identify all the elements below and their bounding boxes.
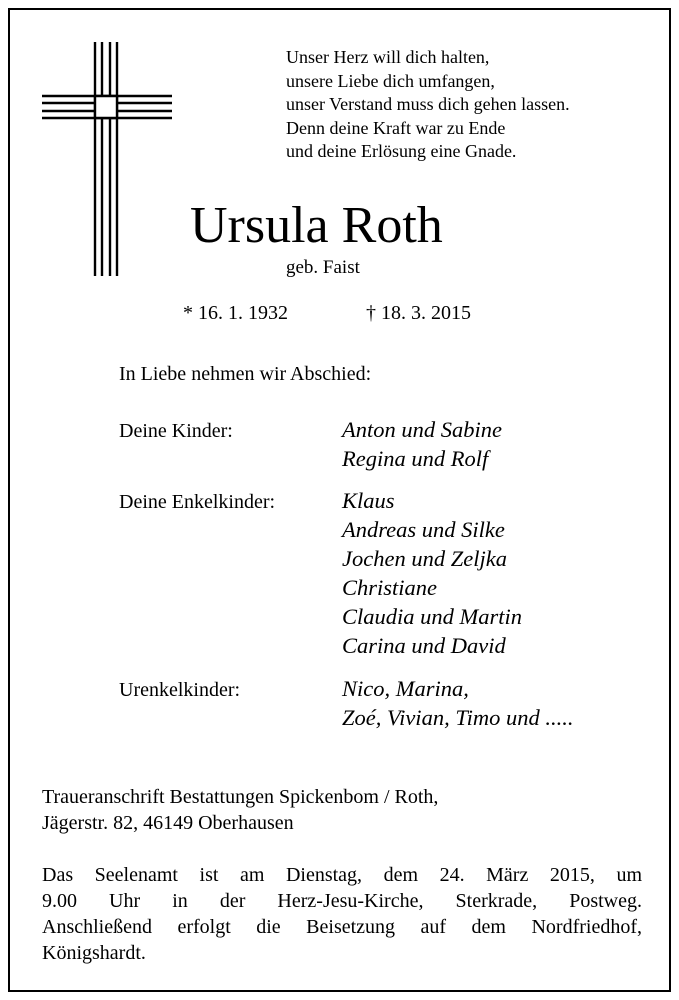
children-names: [342, 415, 502, 473]
poem-line: Denn deine Kraft war zu Ende: [286, 117, 506, 138]
family-member: Anton und Sabine: [342, 417, 502, 442]
poem-line: unser Verstand muss dich gehen lassen.: [286, 94, 570, 114]
cross-icon: [40, 40, 180, 280]
family-member: Carina und David: [342, 633, 506, 658]
poem: [286, 46, 570, 164]
address-line: Jägerstr. 82, 46149 Oberhausen: [42, 812, 294, 834]
children-label: Deine Kinder:: [119, 420, 233, 442]
family-member: Zoé, Vivian, Timo und .....: [342, 705, 574, 730]
family-member: Claudia und Martin: [342, 604, 523, 629]
poem-line: Unser Herz will dich halten,: [286, 47, 490, 67]
great-grandchildren-label: Urenkelkinder:: [119, 679, 241, 701]
grandchildren-names: [342, 486, 522, 660]
death-date: † 18. 3. 2015: [366, 302, 471, 324]
service-line: Anschließend erfolgt die Beisetzung auf dem Nordfriedhof,: [42, 916, 642, 938]
grandchildren-label: Deine Enkelkinder:: [119, 491, 276, 513]
farewell-intro: In Liebe nehmen wir Abschied:: [119, 363, 372, 385]
mourning-address: [42, 784, 438, 836]
family-member: Klaus: [342, 488, 395, 513]
family-member: Nico, Marina,: [342, 676, 469, 701]
great-grandchildren-names: [342, 674, 573, 732]
service-line: 9.00 Uhr in der Herz-Jesu-Kirche, Sterkrade, Postweg.: [42, 890, 642, 912]
deceased-name: Ursula Roth: [190, 197, 443, 254]
funeral-service-notice: [42, 862, 642, 966]
family-member: Regina und Rolf: [342, 446, 489, 471]
birth-date: * 16. 1. 1932: [183, 302, 288, 324]
family-member: Andreas und Silke: [342, 517, 505, 542]
family-member: Christiane: [342, 575, 438, 600]
address-line: Traueranschrift Bestattungen Spickenbom / Roth,: [42, 786, 439, 808]
maiden-name: geb. Faist: [286, 257, 360, 278]
family-member: Jochen und Zeljka: [342, 546, 507, 571]
poem-line: und deine Erlösung eine Gnade.: [286, 141, 517, 161]
poem-line: unsere Liebe dich umfangen,: [286, 70, 495, 91]
service-line: Das Seelenamt ist am Dienstag, dem 24. März 2015, um: [42, 864, 642, 886]
service-line: Königshardt.: [42, 942, 146, 964]
